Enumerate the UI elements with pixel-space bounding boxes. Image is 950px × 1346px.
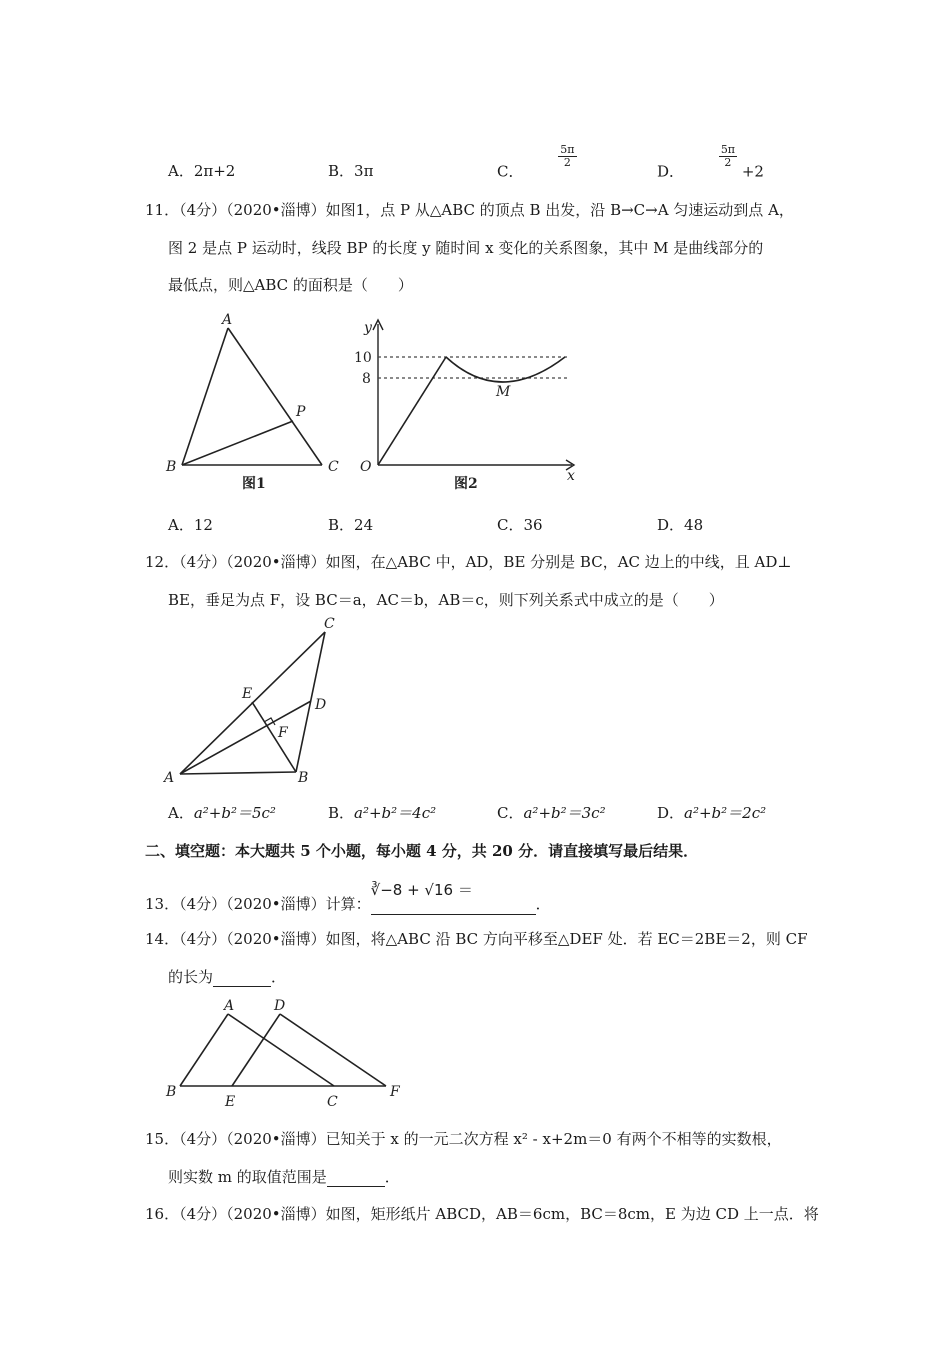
fig12-label-d: D xyxy=(315,697,327,713)
q13-answer-blank[interactable] xyxy=(370,881,536,915)
q11-option-b: B．24 xyxy=(328,516,374,534)
q10-option-b: B．3π xyxy=(328,162,374,180)
q14-line-1: 14．（4分）（2020•淄博）如图，将△ABC 沿 BC 方向平移至△DEF 处．若 EC＝2BE＝2，则 CF xyxy=(145,930,808,948)
q13-suffix: ． xyxy=(535,895,551,913)
fig14-label-e: E xyxy=(225,1094,236,1110)
q14-line-2-suffix: ． xyxy=(271,968,287,986)
q12-figure xyxy=(160,612,360,792)
q12-option-c-label: C． xyxy=(497,804,524,822)
fig14-label-c: C xyxy=(327,1094,338,1110)
fig12-label-f: F xyxy=(278,725,288,741)
q13-line xyxy=(145,881,551,915)
fig2-caption: 图2 xyxy=(454,476,478,492)
fig2-label-10: 10 xyxy=(354,350,372,366)
q10-option-d-fraction xyxy=(719,144,737,169)
q12-option-d-expr: a²+b²＝2c² xyxy=(684,804,767,822)
q11-option-d: D．48 xyxy=(657,516,704,534)
fig2-label-x: x xyxy=(567,468,575,484)
fig12-label-a: A xyxy=(164,770,175,786)
q12-option-b xyxy=(328,802,436,823)
q13-prefix: 13．（4分）（2020•淄博）计算： xyxy=(145,895,371,913)
q11-option-a: A．12 xyxy=(168,516,213,534)
q11-option-c: C．36 xyxy=(497,516,543,534)
fig12-label-c: C xyxy=(324,616,335,632)
fig1-label-c: C xyxy=(328,459,339,475)
q10-d-denominator: 2 xyxy=(724,156,732,169)
fig14-label-f: F xyxy=(390,1084,400,1100)
fig1-label-a: A xyxy=(222,312,233,328)
q11-figure-2 xyxy=(350,312,590,492)
fig14-label-a: A xyxy=(224,998,235,1014)
q10-c-numerator: 5π xyxy=(560,143,575,156)
q16-line-1: 16．（4分）（2020•淄博）如图，矩形纸片 ABCD，AB＝6cm，BC＝8cm，E 为边 CD 上一点．将 xyxy=(145,1205,819,1223)
fig14-label-d: D xyxy=(274,998,286,1014)
q14-answer-blank[interactable] xyxy=(213,968,271,987)
q12-option-d xyxy=(657,802,766,823)
q15-line-2-suffix: ． xyxy=(384,1168,400,1186)
q15-line-2 xyxy=(168,1166,400,1187)
fig2-label-o: O xyxy=(360,459,372,475)
q15-line-2-prefix: 则实数 m 的取值范围是 xyxy=(168,1168,327,1186)
q12-option-b-label: B． xyxy=(328,804,355,822)
q10-c-denominator: 2 xyxy=(563,156,571,169)
q10-option-c-label: C． xyxy=(497,162,524,181)
q12-option-d-label: D． xyxy=(657,804,685,822)
q15-answer-blank[interactable] xyxy=(327,1168,385,1187)
fig2-label-8: 8 xyxy=(362,371,371,387)
q10-option-c-fraction xyxy=(558,144,576,169)
fig12-label-b: B xyxy=(298,770,309,786)
q10-option-d-label: D． xyxy=(657,162,685,181)
q12-option-b-expr: a²+b²＝4c² xyxy=(354,804,437,822)
fig12-label-e: E xyxy=(242,686,253,702)
q12-line-1: 12．（4分）（2020•淄博）如图，在△ABC 中，AD，BE 分别是 BC，AC 边上的中线，且 AD⊥ xyxy=(145,553,792,571)
q14-line-2-prefix: 的长为 xyxy=(168,968,214,986)
q11-line-3: 最低点，则△ABC 的面积是（ ） xyxy=(168,276,413,294)
fig14-label-b: B xyxy=(166,1084,177,1100)
q12-option-c xyxy=(497,802,606,823)
fig2-label-m: M xyxy=(496,384,511,400)
q12-option-a-label: A． xyxy=(168,804,194,822)
fig1-label-p: P xyxy=(296,404,306,420)
q12-option-a-expr: a²+b²＝5c² xyxy=(193,804,276,822)
q15-line-1: 15．（4分）（2020•淄博）已知关于 x 的一元二次方程 x² - x+2m＝0 有两个不相等的实数根， xyxy=(145,1130,782,1148)
q10-option-d-tail: +2 xyxy=(741,162,764,181)
fig2-label-y: y xyxy=(364,320,372,336)
q14-figure xyxy=(160,992,410,1112)
fig1-caption: 图1 xyxy=(242,476,266,492)
q11-line-1: 11．（4分）（2020•淄博）如图1，点 P 从△ABC 的顶点 B 出发，沿 B→C→A 匀速运动到点 A， xyxy=(145,201,794,219)
section-fill-in-heading: 二、填空题：本大题共 5 个小题，每小题 4 分，共 20 分．请直接填写最后结果． xyxy=(145,842,699,860)
q12-line-2: BE，垂足为点 F，设 BC＝a，AC＝b，AB＝c，则下列关系式中成立的是（ ） xyxy=(168,591,724,609)
q11-figure-1 xyxy=(160,308,350,493)
q12-option-a xyxy=(168,802,276,823)
q12-option-c-expr: a²+b²＝3c² xyxy=(523,804,606,822)
q10-option-a: A．2π+2 xyxy=(168,162,236,180)
q10-d-numerator: 5π xyxy=(720,143,736,156)
fig1-label-b: B xyxy=(166,459,177,475)
q14-line-2 xyxy=(168,966,286,987)
q13-expression: ∛−8 + √16 ＝ xyxy=(370,881,473,899)
q11-line-2: 图 2 是点 P 运动时，线段 BP 的长度 y 随时间 x 变化的关系图象，其中 M 是曲线部分的 xyxy=(168,239,764,257)
